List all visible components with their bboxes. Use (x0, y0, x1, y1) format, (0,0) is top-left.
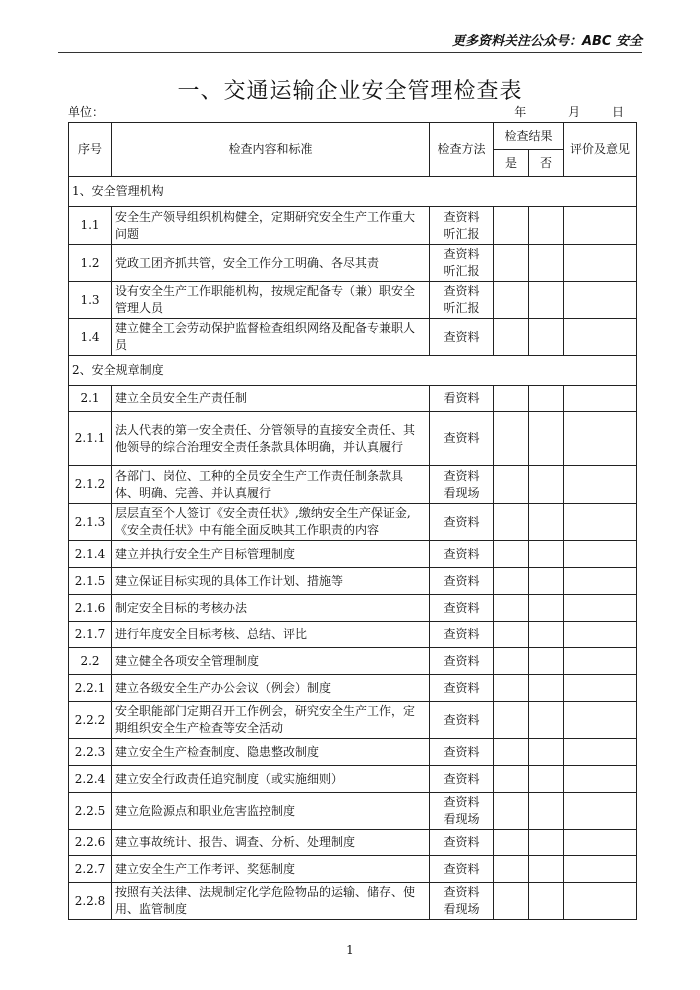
row-number: 1.1 (69, 207, 112, 245)
row-method: 查资料 (430, 622, 494, 648)
row-method: 查资料 (430, 856, 494, 883)
row-method: 查资料 (430, 766, 494, 793)
row-number: 2.1.3 (69, 504, 112, 541)
evaluation-cell (564, 282, 637, 319)
result-yes-cell (494, 739, 529, 766)
row-number: 2.1.2 (69, 466, 112, 504)
table-row (69, 830, 637, 856)
row-content: 建立全员安全生产责任制 (112, 386, 430, 412)
table-row (69, 568, 637, 595)
table-row (69, 282, 637, 319)
header-note: 更多资料关注公众号：ABC 安全 (451, 34, 642, 49)
result-yes-cell (494, 793, 529, 830)
table-row (69, 386, 637, 412)
row-content: 建立事故统计、报告、调查、分析、处理制度 (112, 830, 430, 856)
row-method: 查资料 (430, 541, 494, 568)
evaluation-cell (564, 541, 637, 568)
evaluation-cell (564, 466, 637, 504)
row-method: 查资料 (430, 568, 494, 595)
row-content: 安全职能部门定期召开工作例会，研究安全生产工作，定期组织安全生产检查等安全活动 (112, 702, 430, 739)
table-row (69, 883, 637, 920)
row-content: 层层直至个人签订《安全责任状》,缴纳安全生产保证金,《安全责任状》中有能全面反映其工作职责的内容 (112, 504, 430, 541)
table-row (69, 319, 637, 356)
table-row (69, 245, 637, 282)
result-no-cell (529, 282, 564, 319)
row-content: 建立安全行政责任追究制度（或实施细则） (112, 766, 430, 793)
table-row (69, 207, 637, 245)
row-method: 查资料 (430, 739, 494, 766)
evaluation-cell (564, 245, 637, 282)
header-evaluation: 评价及意见 (564, 123, 637, 177)
table-row (69, 595, 637, 622)
row-content: 建立保证目标实现的具体工作计划、措施等 (112, 568, 430, 595)
header-result: 检查结果 (494, 123, 564, 150)
row-content: 建立安全生产检查制度、隐患整改制度 (112, 739, 430, 766)
result-yes-cell (494, 282, 529, 319)
result-no-cell (529, 702, 564, 739)
table-row (69, 856, 637, 883)
result-no-cell (529, 648, 564, 675)
header-no: 序号 (69, 123, 112, 177)
result-yes-cell (494, 207, 529, 245)
result-no-cell (529, 412, 564, 466)
row-number: 2.2.1 (69, 675, 112, 702)
evaluation-cell (564, 504, 637, 541)
table-row (69, 793, 637, 830)
row-content: 建立健全工会劳动保护监督检查组织网络及配备专兼职人员 (112, 319, 430, 356)
result-no-cell (529, 675, 564, 702)
row-content: 安全生产领导组织机构健全，定期研究安全生产工作重大问题 (112, 207, 430, 245)
result-no-cell (529, 883, 564, 920)
row-number: 2.1.6 (69, 595, 112, 622)
result-yes-cell (494, 830, 529, 856)
result-no-cell (529, 793, 564, 830)
result-no-cell (529, 856, 564, 883)
table-row (69, 675, 637, 702)
row-method: 查资料 (430, 830, 494, 856)
evaluation-cell (564, 766, 637, 793)
result-no-cell (529, 541, 564, 568)
row-number: 2.1 (69, 386, 112, 412)
row-number: 1.4 (69, 319, 112, 356)
row-method: 查资料 (430, 595, 494, 622)
result-yes-cell (494, 541, 529, 568)
section-row (69, 356, 637, 386)
result-no-cell (529, 207, 564, 245)
result-yes-cell (494, 245, 529, 282)
row-content: 党政工团齐抓共管，安全工作分工明确、各尽其责 (112, 245, 430, 282)
result-no-cell (529, 766, 564, 793)
evaluation-cell (564, 386, 637, 412)
month-label: 月 (568, 105, 581, 119)
row-content: 进行年度安全目标考核、总结、评比 (112, 622, 430, 648)
result-yes-cell (494, 466, 529, 504)
row-method: 查资料 看现场 (430, 466, 494, 504)
row-method: 查资料 听汇报 (430, 207, 494, 245)
result-no-cell (529, 504, 564, 541)
result-yes-cell (494, 766, 529, 793)
row-number: 2.2.7 (69, 856, 112, 883)
header-yes: 是 (494, 150, 529, 177)
row-method: 查资料 (430, 675, 494, 702)
row-method: 查资料 看现场 (430, 883, 494, 920)
row-content: 建立并执行安全生产目标管理制度 (112, 541, 430, 568)
result-yes-cell (494, 702, 529, 739)
row-method: 查资料 看现场 (430, 793, 494, 830)
evaluation-cell (564, 207, 637, 245)
row-number: 2.1.1 (69, 412, 112, 466)
row-number: 2.2.2 (69, 702, 112, 739)
row-content: 制定安全目标的考核办法 (112, 595, 430, 622)
result-yes-cell (494, 595, 529, 622)
result-no-cell (529, 386, 564, 412)
evaluation-cell (564, 568, 637, 595)
evaluation-cell (564, 883, 637, 920)
row-number: 2.1.5 (69, 568, 112, 595)
result-no-cell (529, 568, 564, 595)
result-yes-cell (494, 412, 529, 466)
table-row (69, 466, 637, 504)
result-yes-cell (494, 883, 529, 920)
table-row (69, 541, 637, 568)
header-content: 检查内容和标准 (112, 123, 430, 177)
page-number: 1 (346, 943, 354, 957)
table-row (69, 412, 637, 466)
row-method: 查资料 (430, 648, 494, 675)
row-number: 2.2.5 (69, 793, 112, 830)
result-yes-cell (494, 675, 529, 702)
row-content: 按照有关法律、法规制定化学危险物品的运输、储存、使用、监管制度 (112, 883, 430, 920)
inspection-table (68, 122, 637, 920)
row-content: 建立健全各项安全管理制度 (112, 648, 430, 675)
result-yes-cell (494, 386, 529, 412)
section-title: 2、安全规章制度 (69, 356, 637, 386)
result-yes-cell (494, 504, 529, 541)
section-row (69, 177, 637, 207)
row-method: 看资料 (430, 386, 494, 412)
page-title: 一、交通运输企业安全管理检查表 (177, 79, 523, 104)
table-row (69, 702, 637, 739)
evaluation-cell (564, 648, 637, 675)
row-number: 2.1.7 (69, 622, 112, 648)
row-method: 查资料 (430, 319, 494, 356)
row-content: 法人代表的第一安全责任、分管领导的直接安全责任、其他领导的综合治理安全责任条款具体明确，并认真履行 (112, 412, 430, 466)
result-yes-cell (494, 622, 529, 648)
evaluation-cell (564, 702, 637, 739)
row-method: 查资料 (430, 412, 494, 466)
result-no-cell (529, 245, 564, 282)
result-no-cell (529, 622, 564, 648)
evaluation-cell (564, 412, 637, 466)
row-method: 查资料 (430, 702, 494, 739)
table-row (69, 739, 637, 766)
header-no-result: 否 (529, 150, 564, 177)
row-content: 设有安全生产工作职能机构，按规定配备专（兼）职安全管理人员 (112, 282, 430, 319)
row-number: 1.2 (69, 245, 112, 282)
result-yes-cell (494, 648, 529, 675)
table-row (69, 648, 637, 675)
result-no-cell (529, 595, 564, 622)
row-number: 2.2.8 (69, 883, 112, 920)
row-number: 2.2.4 (69, 766, 112, 793)
result-no-cell (529, 466, 564, 504)
result-no-cell (529, 830, 564, 856)
evaluation-cell (564, 830, 637, 856)
table-row (69, 504, 637, 541)
table-body (69, 177, 637, 920)
unit-label: 单位： (68, 105, 105, 119)
header-method: 检查方法 (430, 123, 494, 177)
date-labels (514, 103, 624, 120)
day-label: 日 (611, 105, 624, 119)
result-yes-cell (494, 856, 529, 883)
result-yes-cell (494, 568, 529, 595)
evaluation-cell (564, 739, 637, 766)
row-method: 查资料 听汇报 (430, 245, 494, 282)
evaluation-cell (564, 622, 637, 648)
evaluation-cell (564, 595, 637, 622)
evaluation-cell (564, 675, 637, 702)
row-content: 建立安全生产工作考评、奖惩制度 (112, 856, 430, 883)
row-number: 2.1.4 (69, 541, 112, 568)
row-number: 1.3 (69, 282, 112, 319)
evaluation-cell (564, 319, 637, 356)
row-number: 2.2.3 (69, 739, 112, 766)
evaluation-cell (564, 793, 637, 830)
result-no-cell (529, 319, 564, 356)
row-method: 查资料 听汇报 (430, 282, 494, 319)
year-label: 年 (514, 105, 527, 119)
result-no-cell (529, 739, 564, 766)
table-row (69, 622, 637, 648)
unit-date-row (68, 103, 624, 121)
evaluation-cell (564, 856, 637, 883)
table-row (69, 766, 637, 793)
row-content: 各部门、岗位、工种的全员安全生产工作责任制条款具体、明确、完善、并认真履行 (112, 466, 430, 504)
row-content: 建立各级安全生产办公会议（例会）制度 (112, 675, 430, 702)
row-content: 建立危险源点和职业危害监控制度 (112, 793, 430, 830)
row-method: 查资料 (430, 504, 494, 541)
row-number: 2.2.6 (69, 830, 112, 856)
header-divider (58, 52, 642, 53)
section-title: 1、安全管理机构 (69, 177, 637, 207)
result-yes-cell (494, 319, 529, 356)
row-number: 2.2 (69, 648, 112, 675)
